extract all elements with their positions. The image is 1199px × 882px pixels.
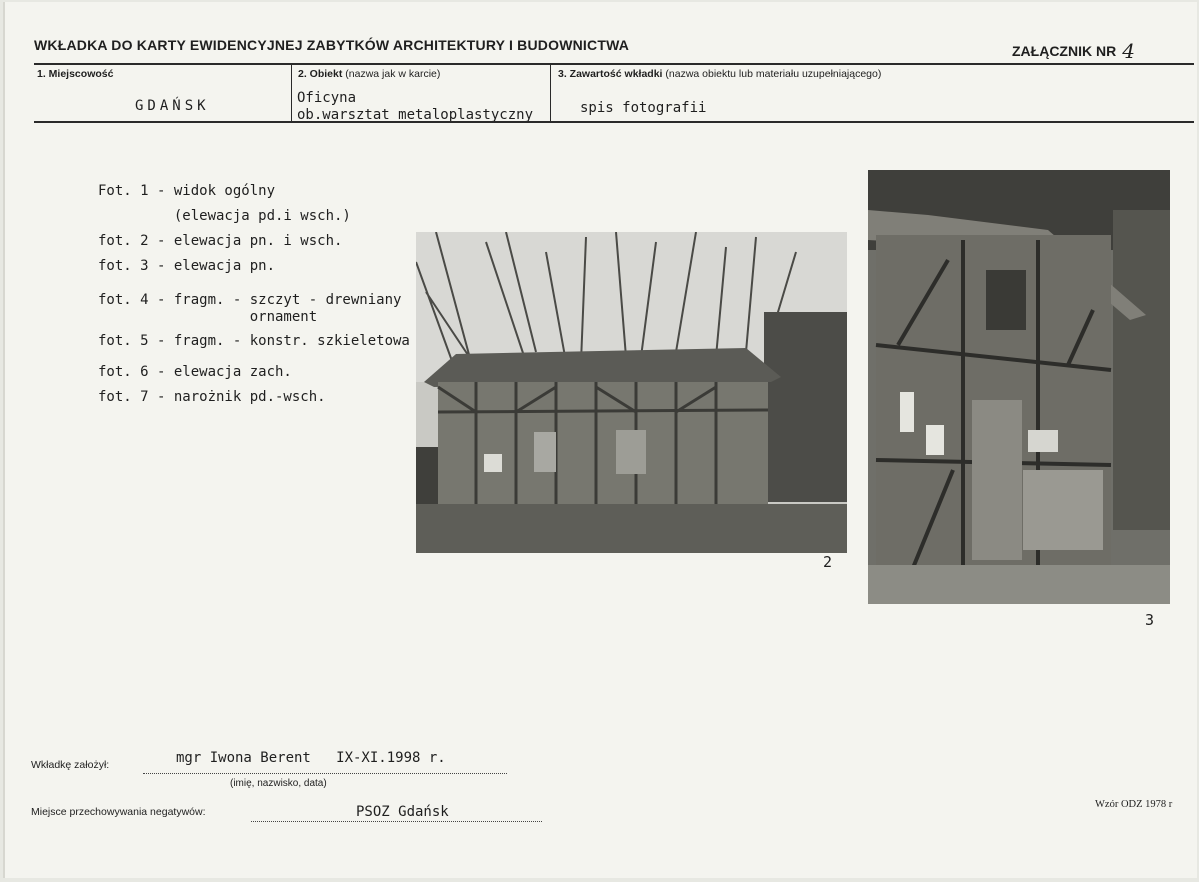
storage-value: PSOZ Gdańsk <box>356 804 449 820</box>
list-item: Fot. 1 - widok ogólny <box>98 183 276 199</box>
object-label-note: (nazwa jak w karcie) <box>345 68 441 80</box>
list-item: fot. 5 - fragm. - konstr. szkieletowa <box>98 333 410 349</box>
storage-label: Miejsce przechowywania negatywów: <box>31 806 206 818</box>
header-rule-top <box>34 63 1194 65</box>
content-label <box>558 68 881 80</box>
list-item: fot. 3 - elewacja pn. <box>98 258 276 274</box>
form-version-note: Wzór ODZ 1978 r <box>1095 799 1173 810</box>
author-underline <box>143 773 507 774</box>
author-label: Wkładkę założył: <box>31 759 110 771</box>
form-title: WKŁADKA DO KARTY EWIDENCYJNEJ ZABYTKÓW ARCHITEKTURY I BUDOWNICTWA <box>34 37 630 53</box>
column-divider <box>291 65 292 121</box>
list-item: fot. 6 - elewacja zach. <box>98 364 292 380</box>
photo-north-east-elevation <box>416 232 847 553</box>
list-item: fot. 2 - elewacja pn. i wsch. <box>98 233 343 249</box>
photo-caption: 2 <box>823 553 833 571</box>
list-item: fot. 7 - narożnik pd.-wsch. <box>98 389 326 405</box>
author-value: mgr Iwona Berent IX-XI.1998 r. <box>176 750 446 766</box>
content-value: spis fotografii <box>580 100 707 116</box>
photo-north-elevation <box>868 170 1170 604</box>
photo-caption: 3 <box>1145 611 1155 629</box>
author-hint: (imię, nazwisko, data) <box>230 778 327 789</box>
object-label-main: 2. Obiekt <box>298 68 343 80</box>
photo-list <box>98 183 410 406</box>
content-label-note: (nazwa obiektu lub materiału uzupełniającego) <box>665 68 882 80</box>
object-value-line1: Oficyna <box>297 90 357 106</box>
object-value-line2: ob.warsztat metaloplastyczny <box>297 107 534 121</box>
object-label <box>298 68 440 80</box>
list-item: (elewacja pd.i wsch.) <box>98 208 351 224</box>
annex-label <box>1012 37 1135 61</box>
header-rule-bottom <box>34 121 1194 123</box>
place-label: 1. Miejscowość <box>37 68 114 80</box>
content-label-main: 3. Zawartość wkładki <box>558 68 663 80</box>
column-divider <box>550 65 551 121</box>
list-item: ornament <box>98 309 318 325</box>
list-item: fot. 4 - fragm. - szczyt - drewniany <box>98 292 402 308</box>
annex-label-text: ZAŁĄCZNIK NR <box>1012 43 1117 59</box>
annex-number: 4 <box>1122 39 1135 63</box>
storage-underline <box>251 821 542 822</box>
place-value: GDAŃSK <box>135 98 210 114</box>
